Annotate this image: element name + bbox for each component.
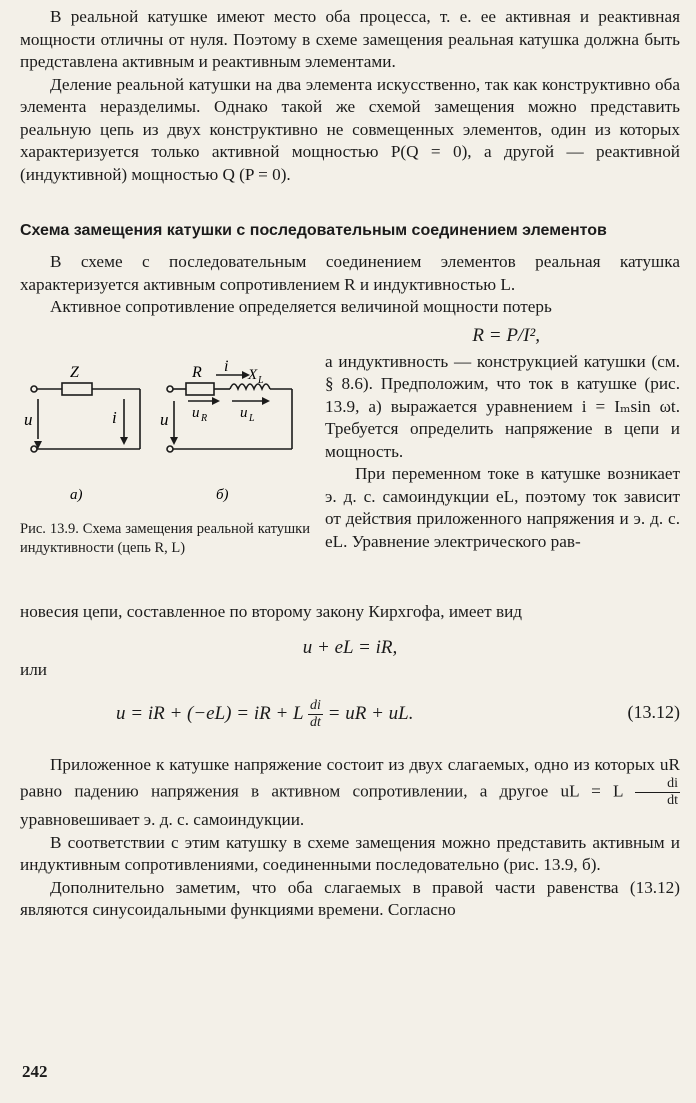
applied-part-2: уравновешивает э. д. с. самоиндукции. <box>20 810 305 829</box>
paragraph-side-1: а индуктивность — конструкцией катушки (см. § 8.6). Предположим, что ток в катушке (рис. 13.9, а) выражается уравнением i = Iₘsin ωt. Требуется определить напряжение в цепи и мощность. <box>325 351 680 461</box>
label-R: R <box>192 363 202 381</box>
paragraph-bottom-2: Дополнительно заметим, что оба слагаемых в правой части равенства (13.12) являются синусоидальными функциями времени. Согласно <box>20 877 680 919</box>
label-uL: u <box>240 404 248 421</box>
formula-kirchhoff: u + eL = iR, <box>302 637 398 658</box>
label-b: б) <box>216 486 229 503</box>
paragraph-bottom-1: В соответствии с этим катушку в схеме замещения можно представить активным и индуктивным сопротивлениями, соединенными последовательно (рис. 13.9, б). <box>20 832 680 874</box>
label-XL-sub: L <box>258 374 264 386</box>
applied-fraction <box>635 776 680 809</box>
paragraph-continuation: новесия цепи, составленное по второму закону Кирхгофа, имеет вид <box>20 601 523 621</box>
fraction-denominator: dt <box>310 714 321 730</box>
label-u-a: u <box>24 409 33 429</box>
circuit-diagram <box>20 359 310 509</box>
paragraph-4: Активное сопротивление определяется величиной мощности потерь <box>50 297 552 316</box>
formula-fraction <box>308 698 323 731</box>
label-a: а) <box>70 486 83 503</box>
applied-part-1: Приложенное к катушке напряжение состоит из двух слагаемых, одно из которых uR равно падению напряжения в активном сопротивлении, а другое uL = L <box>20 754 680 801</box>
paragraph-side-2: При переменном токе в катушке возникает э. д. с. самоиндукции eL, поэтому ток зависит от действия приложенного напряжения и э. д. с. eL. Уравнение электрического рав- <box>325 464 680 551</box>
fraction-numerator: di <box>310 697 321 713</box>
or-word: или <box>20 660 47 679</box>
formula-left: u = iR + (−eL) = iR + L <box>116 702 304 724</box>
applied-frac-num: di <box>635 776 680 793</box>
section-heading: Схема замещения катушки с последовательным соединением элементов <box>20 222 607 239</box>
label-i-a: i <box>112 407 117 427</box>
label-uR-sub: R <box>201 412 208 424</box>
paragraph-3: В схеме с последовательным соединением элементов реальная катушка характеризуется активным сопротивлением R и индуктивностью L. <box>20 252 680 294</box>
label-XL: X <box>248 366 258 383</box>
label-i-b: i <box>224 358 229 375</box>
label-u-b: u <box>160 409 169 429</box>
formula-right: = uR + uL. <box>327 702 414 724</box>
label-uR: u <box>192 404 200 421</box>
label-uL-sub: L <box>249 412 255 424</box>
paragraph-1: В реальной катушке имеют место оба процесса, т. е. ее активная и реактивная мощности отличны от нуля. Поэтому в схеме замещения реальная катушка должна быть представлена активным и реактивным элементами. <box>20 7 680 71</box>
figure-side-text <box>325 351 680 554</box>
main-formula <box>116 698 413 731</box>
figure-13-9 <box>20 359 310 558</box>
label-Z: Z <box>70 363 79 381</box>
figure-caption: Рис. 13.9. Схема замещения реальной катушки индуктивности (цепь R, L) <box>20 520 310 556</box>
equation-number: (13.12) <box>627 701 680 722</box>
page <box>20 6 680 922</box>
equation-13-12 <box>20 682 680 742</box>
applied-frac-den: dt <box>667 793 678 808</box>
figure-block <box>20 351 680 601</box>
paragraph-applied <box>20 754 680 832</box>
formula-resistance: R = P/I², <box>472 324 540 346</box>
page-number: 242 <box>22 1062 48 1081</box>
paragraph-2: Деление реальной катушки на два элемента искусственно, так как конструктивно оба элемента неразделимы. Однако такой же схемой замещения можно представить реальную цепь из двух конструктивно не совмещенных элементов, один из которых характеризуется только активной мощностью P(Q = 0), а другой — реактивной (индуктивной) мощностью Q (P = 0). <box>20 74 680 184</box>
